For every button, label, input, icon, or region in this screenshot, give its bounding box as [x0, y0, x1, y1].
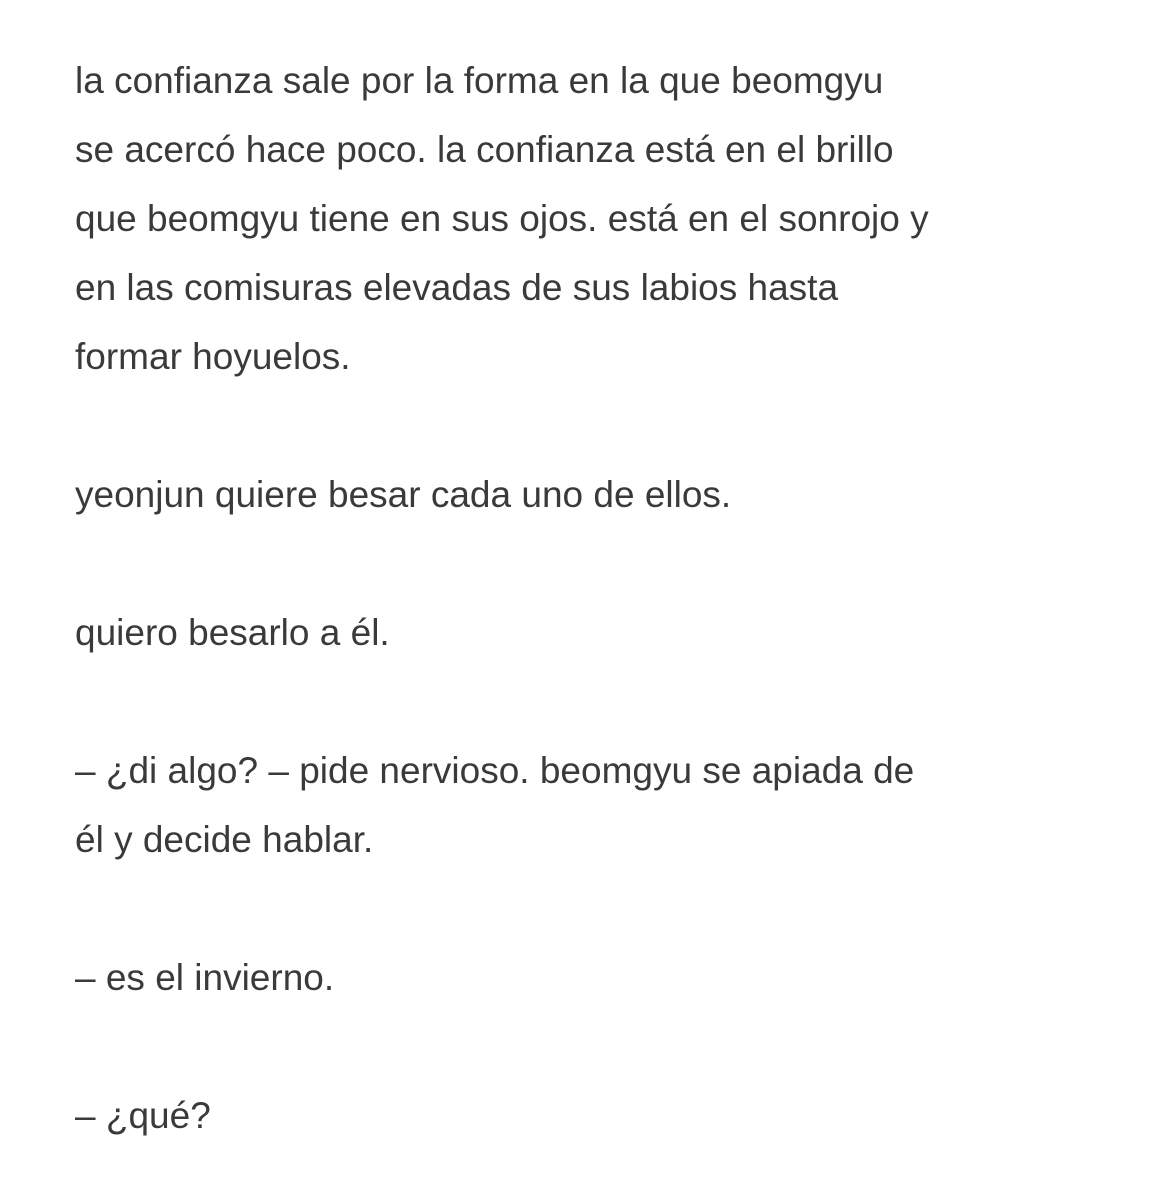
text-line: – es el invierno.	[75, 957, 335, 998]
text-line: la confianza sale por la forma en la que beomgyu	[75, 60, 884, 101]
text-line: se acercó hace poco. la confianza está en el brillo	[75, 129, 894, 170]
text-line: él y decide hablar.	[75, 819, 374, 860]
note-body	[75, 46, 1115, 1150]
paragraph	[75, 1081, 1115, 1150]
text-line: en las comisuras elevadas de sus labios hasta	[75, 267, 839, 308]
paragraph	[75, 943, 1115, 1012]
paragraph-gap	[75, 391, 1115, 460]
paragraph-gap	[75, 667, 1115, 736]
paragraph	[75, 736, 1115, 874]
paragraph-gap	[75, 1012, 1115, 1081]
paragraph	[75, 46, 1115, 391]
paragraph	[75, 460, 1115, 529]
paragraph-gap	[75, 874, 1115, 943]
text-line: yeonjun quiere besar cada uno de ellos.	[75, 474, 732, 515]
text-line: que beomgyu tiene en sus ojos. está en el sonrojo y	[75, 198, 929, 239]
paragraph-gap	[75, 529, 1115, 598]
text-line: quiero besarlo a él.	[75, 612, 390, 653]
paragraph	[75, 598, 1115, 667]
text-line: – ¿di algo? – pide nervioso. beomgyu se apiada de	[75, 750, 915, 791]
text-line: formar hoyuelos.	[75, 336, 351, 377]
text-line: – ¿qué?	[75, 1095, 211, 1136]
